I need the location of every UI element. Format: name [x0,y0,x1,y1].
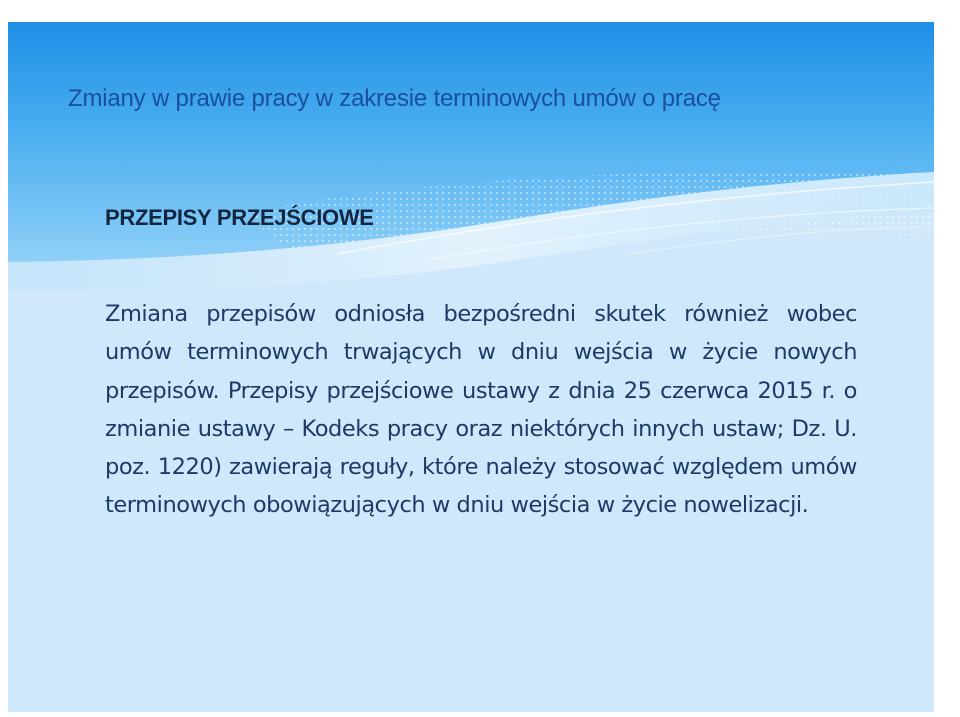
slide [8,22,934,712]
section-heading: PRZEPISY PRZEJŚCIOWE [105,205,374,230]
slide-title: Zmiany w prawie pracy w zakresie terminowych umów o pracę [68,85,721,112]
body-paragraph: Zmiana przepisów odniosła bezpośredni skutek również wobec umów terminowych trwających w dniu wejścia w życie nowych przepisów. Przepisy przejściowe ustawy z dnia 25 czerwca 2015 r. o zmianie ustawy – Kodeks pracy oraz niektórych innych ustaw; Dz. U. poz. 1220) zawierają reguły, które należy stosować względem umów terminowych obowiązujących w dniu wejścia w życie nowelizacji. [105,301,857,519]
